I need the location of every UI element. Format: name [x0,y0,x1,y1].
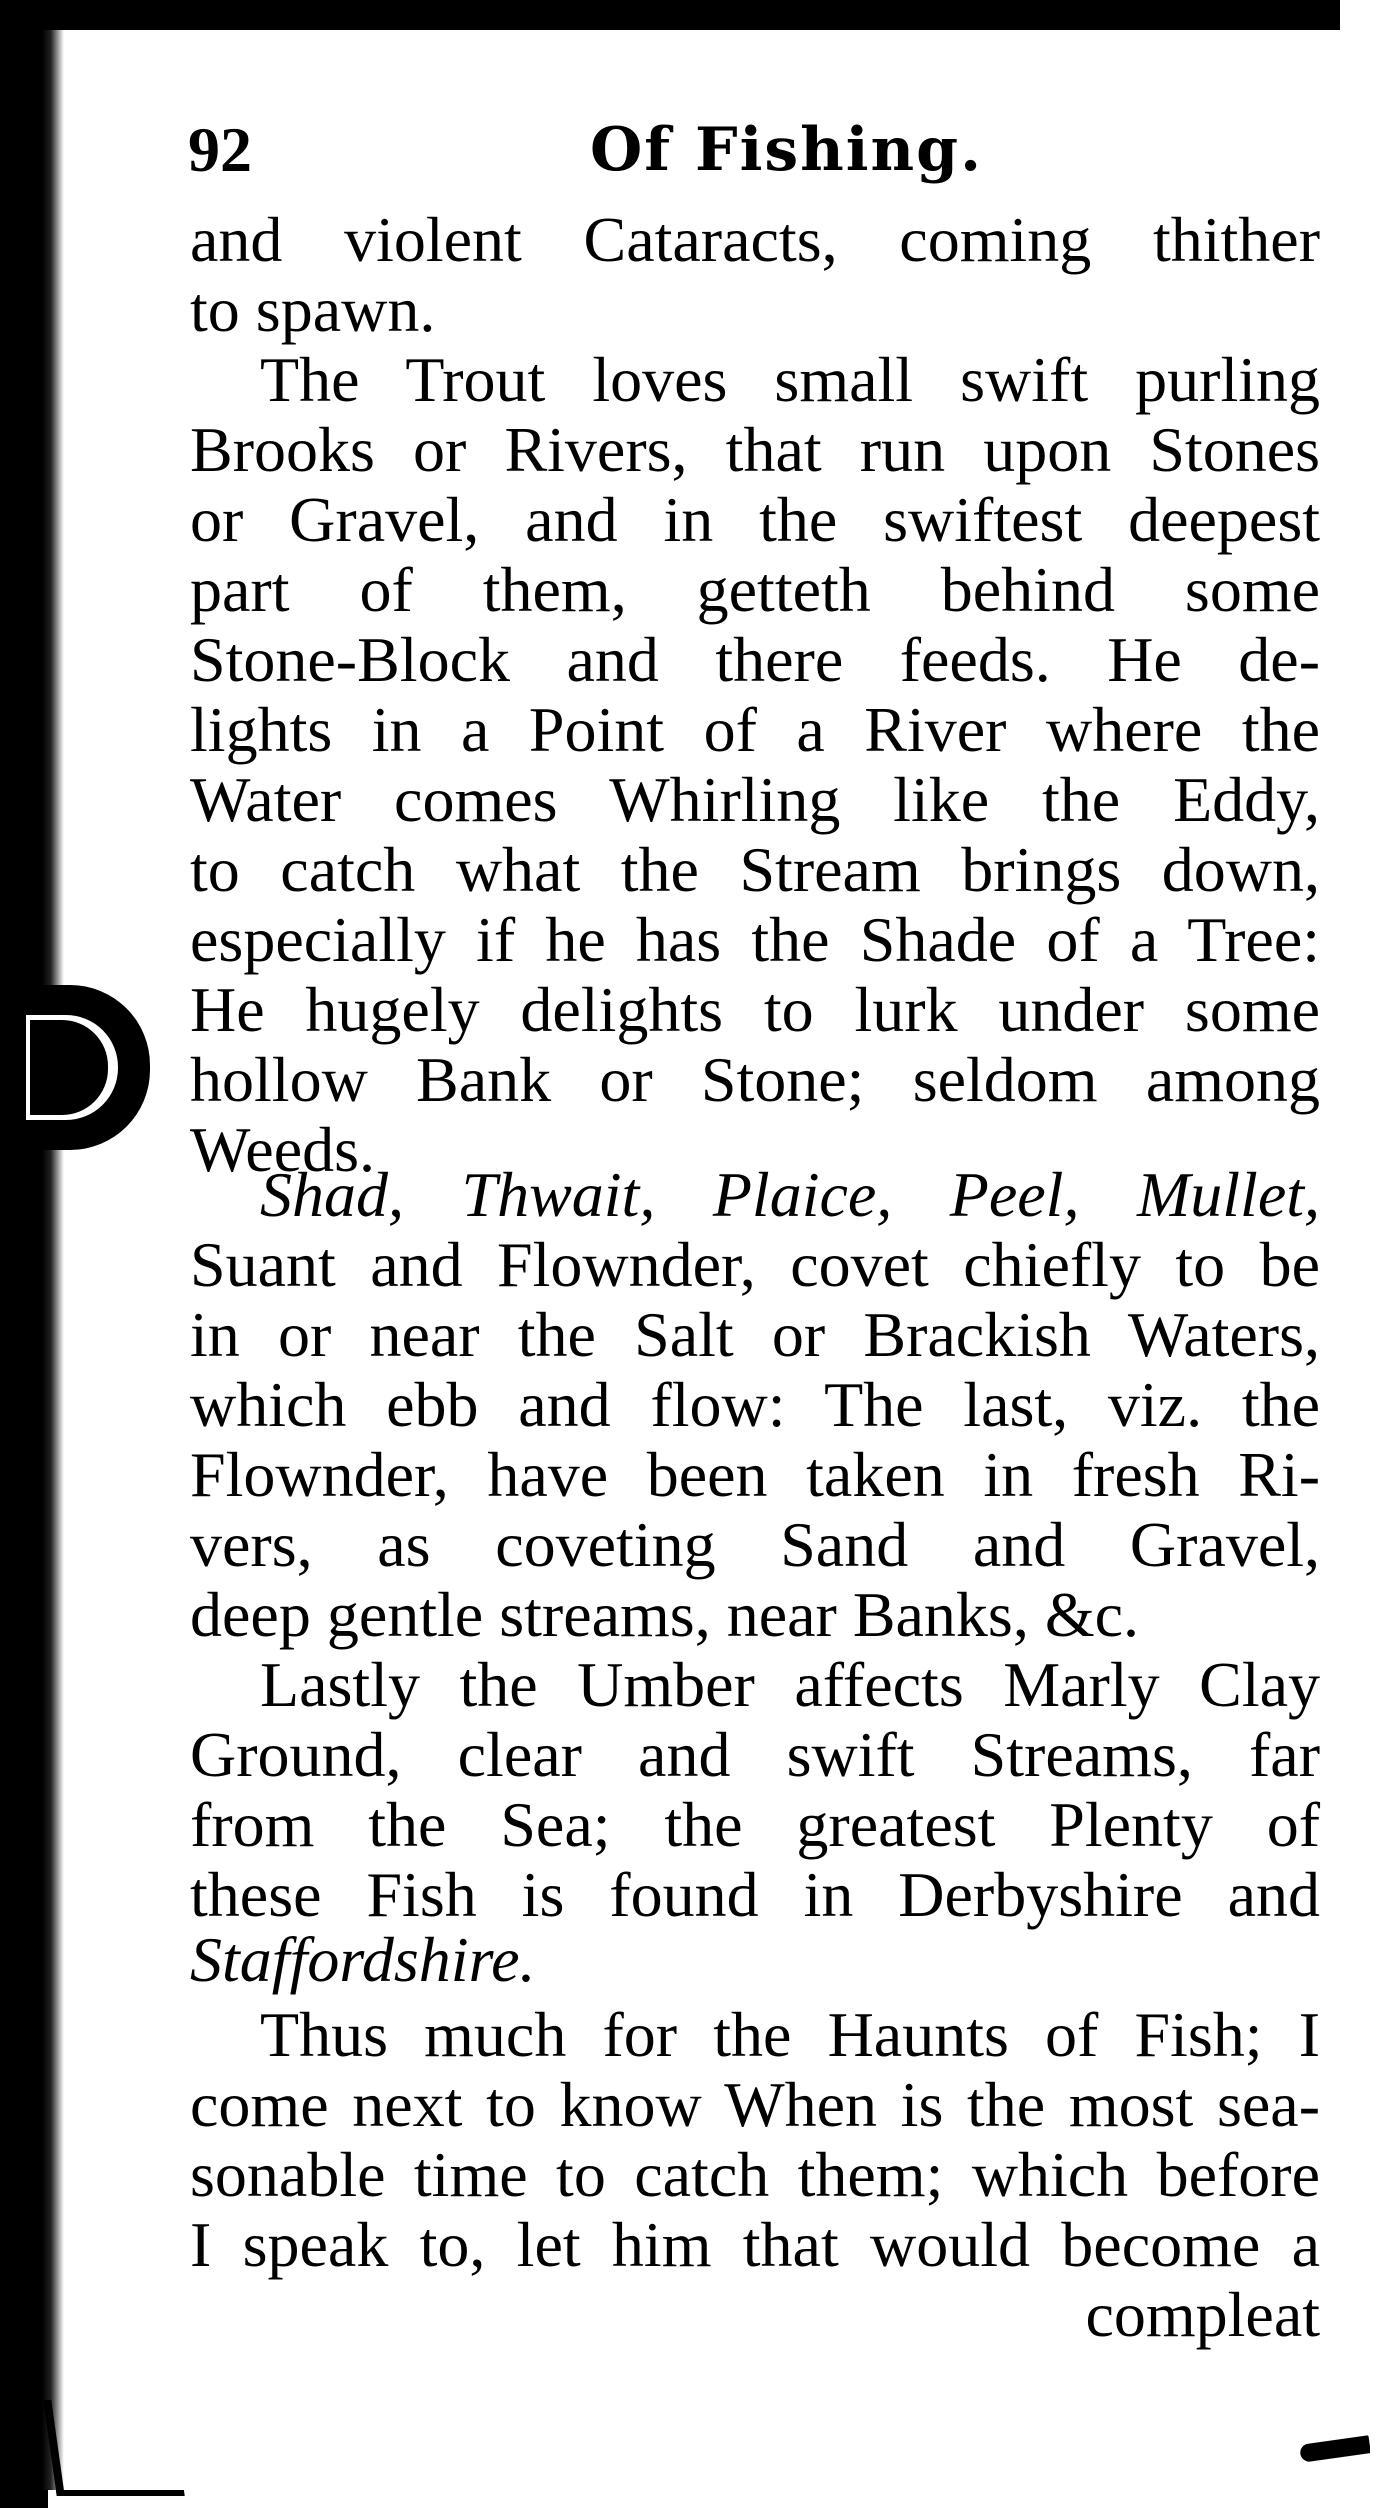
text-line: these Fish is found in Derbyshire and [190,1859,1320,1930]
text-line: sonable time to catch them; which before [190,2139,1320,2210]
text-line: lights in a Point of a River where the [190,694,1320,765]
text-line: Brooks or Rivers, that run upon Stones [190,414,1320,485]
text-line: Lastly the Umber affects Marly Clay [260,1649,1320,1720]
catchword: compleat [1085,2279,1320,2350]
text-line: Ground, clear and swift Streams, far [190,1719,1320,1790]
page-number: 92 [188,114,252,185]
text-line: Suant and Flownder, covet chiefly to be [190,1229,1320,1300]
text-line: especially if he has the Shade of a Tree: [190,904,1320,975]
text-line: Weeds. [190,1114,375,1185]
text-line: Shad, Thwait, Plaice, Peel, Mullet, [260,1159,1320,1230]
text-line: vers, as coveting Sand and Gravel, [190,1509,1320,1580]
scan-border-top [0,0,1340,30]
text-line: Thus much for the Haunts of Fish; I [260,1999,1320,2070]
text-line: Water comes Whirling like the Eddy, [190,764,1320,835]
text-line: come next to know When is the most sea- [190,2069,1320,2140]
text-line: He hugely delights to lurk under some [190,974,1320,1045]
text-line: The Trout loves small swift purling [260,344,1320,415]
ink-smudge [1299,2435,1371,2463]
text-line: or Gravel, and in the swiftest deepest [190,484,1320,555]
scan-border-left [0,0,48,2508]
text-line: deep gentle streams, near Banks, &c. [190,1579,1139,1650]
text-line: part of them, getteth behind some [190,554,1320,625]
scan-border-corner [1260,0,1340,30]
text-line: from the Sea; the greatest Plenty of [190,1789,1320,1860]
text-line: and violent Cataracts, coming thither [190,204,1320,275]
text-line: I speak to, let him that would become a [190,2209,1320,2280]
text-line: Flownder, have been taken in fresh Ri- [190,1439,1320,1510]
page-corner-wear [43,2400,184,2496]
text-line: hollow Bank or Stone; seldom among [190,1044,1320,1115]
text-line: which ebb and flow: The last, viz. the [190,1369,1320,1440]
text-line: in or near the Salt or Brackish Waters, [190,1299,1320,1370]
page-right-margin [1370,0,1398,2508]
text-line: to catch what the Stream brings down, [190,834,1320,905]
text-line: to spawn. [190,274,436,345]
text-line: Staffordshire. [190,1924,536,1995]
text-line: Stone-Block and there feeds. He de- [190,624,1320,695]
page-gutter-shadow [42,30,64,2490]
running-head: Of Fishing. [590,115,984,185]
